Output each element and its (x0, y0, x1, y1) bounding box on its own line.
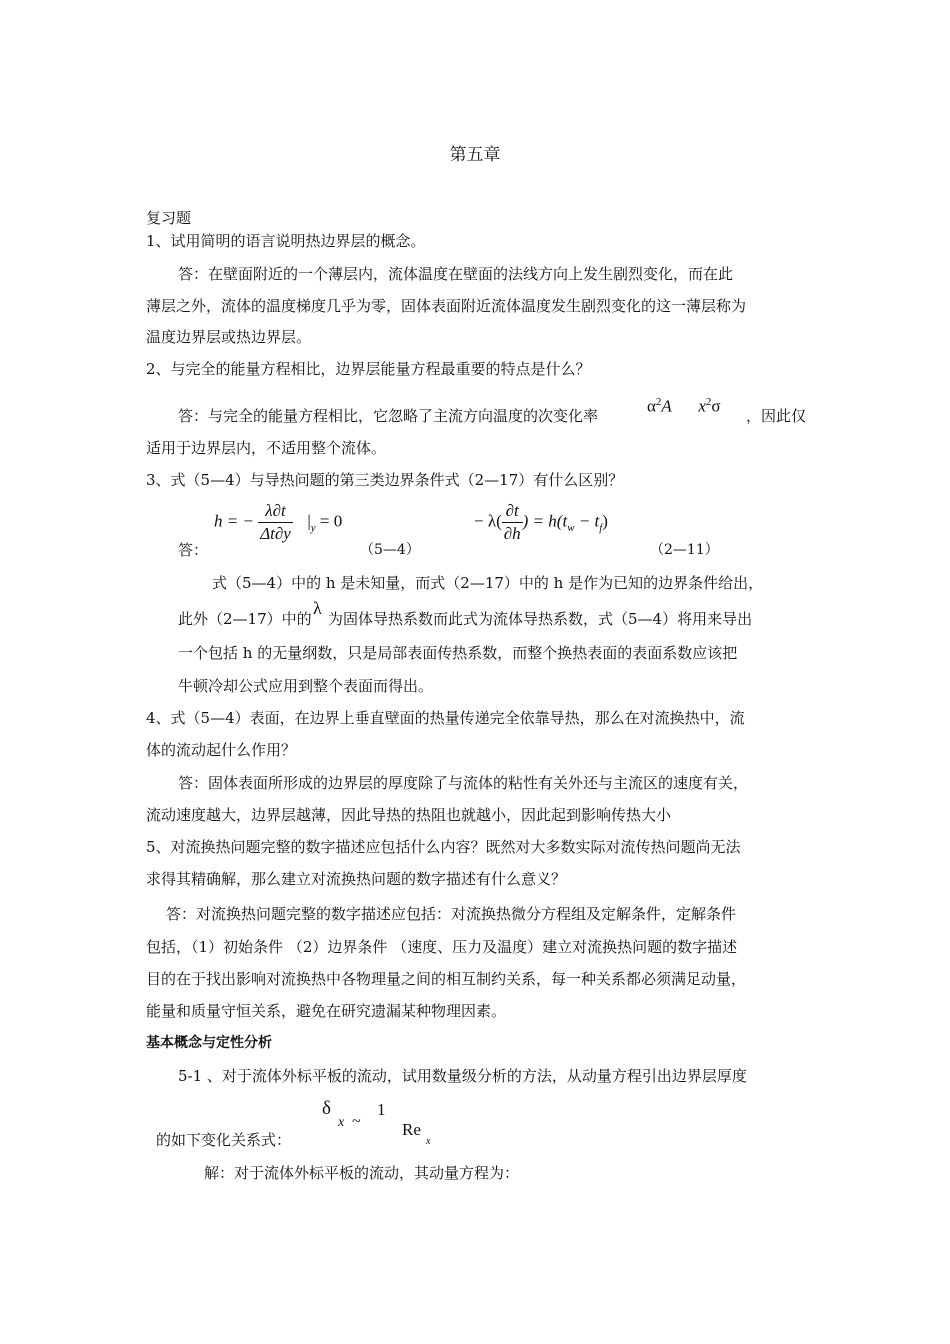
eq211-minus: − t (578, 511, 600, 531)
answer-3-line-1: 式（5—4）中的 h 是未知量，而式（2—17）中的 h 是作为已知的边界条件给出， (212, 574, 764, 592)
numerator-one: 1 (377, 1100, 386, 1119)
question-1: 1、试用简明的语言说明热边界层的概念。 (146, 232, 426, 250)
eq54-denominator: Δt∂y (260, 524, 291, 543)
question-5-line-1: 5、对流换热问题完整的数字描述应包括什么内容？既然对大多数实际对流传热问题尚无法 (146, 838, 741, 856)
section-basic-heading: 基本概念与定性分析 (146, 1035, 272, 1051)
answer-1-line-2: 薄层之外，流体的温度梯度几乎为零，固体表面附近流体温度发生剧烈变化的这一薄层称为 (146, 297, 747, 315)
formula-A: A (661, 396, 672, 416)
answer-2-line-1-prefix: 答：与完全的能量方程相比，它忽略了主流方向温度的次变化率 (178, 407, 599, 425)
reynolds-sub-x: x (426, 1136, 431, 1147)
answer-1-line-1: 答：在壁面附近的一个薄层内，流体温度在壁面的法线方向上发生剧烈变化，而在此 (178, 265, 734, 283)
answer-2-line-2: 适用于边界层内，不适用整个流体。 (146, 439, 387, 457)
answer-4-line-1: 答：固体表面所形成的边界层的厚度除了与流体的粘性有关外还与主流区的速度有关， (178, 774, 749, 792)
formula-sup2: 2 (705, 396, 712, 408)
formula-sup: 2 (655, 396, 662, 408)
answer-3-line-3: 一个包括 h 的无量纲数，只是局部表面传热系数，而整个换热表面的表面系数应该把 (178, 644, 738, 662)
eq54-bar: | (307, 511, 311, 531)
eq211-lead: − λ( (474, 511, 502, 531)
section-review-heading: 复习题 (146, 209, 192, 227)
eq54-sub: y (310, 521, 316, 534)
eq54-numerator: λ∂t (258, 500, 293, 523)
answer-3-label: 答： (178, 541, 209, 559)
formula-x: x (698, 396, 706, 416)
question-4-line-1: 4、式（5—4）表面，在边界上垂直壁面的热量传递完全依靠导热，那么在对流换热中，流 (146, 709, 745, 727)
eq54-rhs: = 0 (319, 511, 343, 531)
answer-5-line-4: 能量和质量守恒关系，避免在研究遗漏某种物理因素。 (146, 1002, 507, 1020)
answer-2-line-1-suffix: ，因此仅 (746, 407, 807, 425)
eq211-tag: （2—11） (650, 542, 719, 558)
question-4-line-2: 体的流动起什么作用？ (146, 741, 297, 759)
lambda-symbol: λ (313, 598, 322, 618)
answer-5-line-1: 答：对流换热问题完整的数字描述应包括：对流换热微分方程组及定解条件，定解条件 (166, 905, 737, 923)
eq211-sub-f: f (599, 521, 603, 534)
formula-sigma: σ (711, 396, 721, 416)
eq211-close: ) (602, 511, 608, 531)
equation-2-11 (474, 500, 608, 545)
delta-symbol: δ (322, 1098, 331, 1119)
answer-1-line-3: 温度边界层或热边界层。 (146, 328, 312, 346)
eq211-numerator: ∂t (502, 500, 523, 523)
formula-alpha: α (647, 396, 656, 416)
equation-5-4 (214, 500, 342, 545)
reynolds-re: Re (402, 1120, 421, 1139)
eq54-fraction (258, 500, 293, 545)
question-3: 3、式（5—4）与导热问题的第三类边界条件式（2—17）有什么区别？ (146, 471, 624, 489)
answer-4-line-2: 流动速度越大，边界层越薄，因此导热的热阻也就越小，因此起到影响传热大小 (146, 806, 672, 824)
answer-5-line-2: 包括，（1）初始条件 （2）边界条件 （速度、压力及温度）建立对流换热问题的数字描述 (146, 938, 738, 956)
eq211-sub-w: w (567, 521, 575, 534)
eq211-mid: ) = h(t (522, 511, 568, 531)
second-derivative-formula (647, 396, 721, 417)
delta-sub-x: x (338, 1115, 345, 1130)
question-2: 2、与完全的能量方程相比，边界层能量方程最重要的特点是什么？ (146, 360, 591, 378)
answer-3-line-2: 为固体导热系数而此式为流体导热系数，式（5—4）将用来导出 (328, 610, 753, 628)
problem-5-1-line-1: 5-1 、对于流体外标平板的流动，试用数量级分析的方法，从动量方程引出边界层厚度 (178, 1067, 747, 1085)
tilde-symbol: ~ (352, 1113, 361, 1130)
answer-3-line-4: 牛顿冷却公式应用到整个表面而得出。 (178, 677, 434, 695)
eq211-fraction (502, 500, 523, 545)
chapter-title: 第五章 (449, 145, 501, 165)
solution-line: 解：对于流体外标平板的流动，其动量方程为： (204, 1164, 520, 1182)
answer-5-line-3: 目的在于找出影响对流换热中各物理量之间的相互制约关系，每一种关系都必须满足动量， (146, 970, 747, 988)
answer-3-line-2-prefix: 此外（2—17）中的 (178, 610, 312, 628)
question-5-line-2: 求得其精确解，那么建立对流换热问题的数字描述有什么意义？ (146, 870, 567, 888)
eq211-denominator: ∂h (503, 524, 521, 543)
eq54-lhs: h = − (214, 511, 254, 531)
problem-5-1-line-2: 的如下变化关系式： (156, 1131, 292, 1149)
eq54-tag: （5—4） (360, 542, 420, 558)
